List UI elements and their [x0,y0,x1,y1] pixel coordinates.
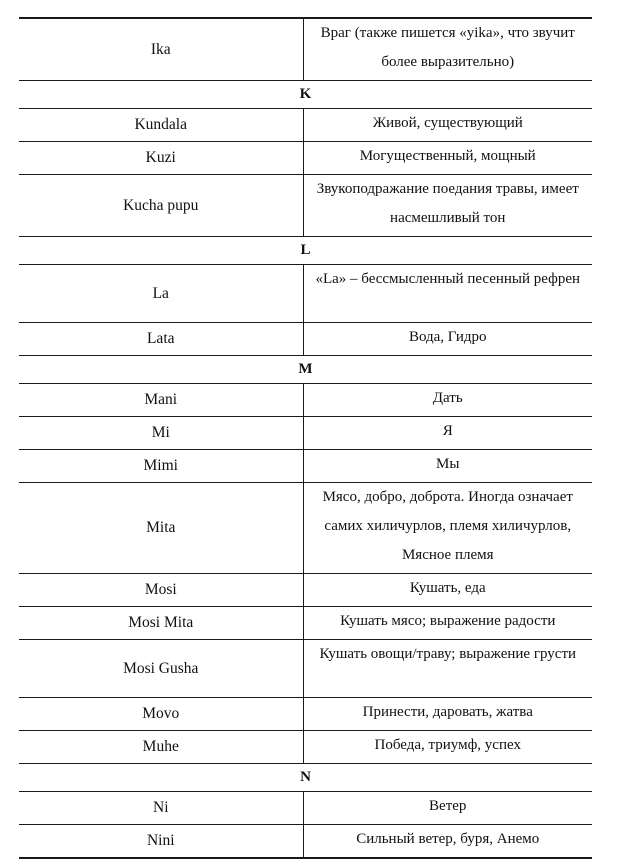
glossary-row [19,640,592,698]
glossary-row [19,483,592,574]
term-cell: La [19,265,303,323]
term-cell: Ni [19,792,303,825]
term-cell: Muhe [19,731,303,764]
meaning-cell: Сильный ветер, буря, Анемо [303,825,592,859]
letter-heading: N [19,764,592,792]
meaning-cell: Победа, триумф, успех [303,731,592,764]
glossary-table [19,17,592,859]
meaning-cell: Звукоподражание поедания травы, имеет насмешливый тон [303,175,592,237]
glossary-row [19,109,592,142]
meaning-cell: Мясо, добро, доброта. Иногда означает самих хиличурлов, племя хиличурлов, Мясное племя [303,483,592,574]
glossary-row [19,323,592,356]
letter-heading: M [19,356,592,384]
glossary-row [19,574,592,607]
letter-heading: L [19,237,592,265]
glossary-row [19,384,592,417]
glossary-row [19,18,592,81]
meaning-cell: Кушать овощи/траву; выражение грусти [303,640,592,698]
glossary-row [19,142,592,175]
letter-section-row [19,764,592,792]
term-cell: Mosi [19,574,303,607]
term-cell: Lata [19,323,303,356]
meaning-cell: Враг (также пишется «yika», что звучит более выразительно) [303,18,592,81]
glossary-row [19,825,592,859]
term-cell: Mosi Mita [19,607,303,640]
letter-section-row [19,237,592,265]
term-cell: Nini [19,825,303,859]
glossary-body [19,18,592,858]
term-cell: Movo [19,698,303,731]
meaning-cell: Дать [303,384,592,417]
glossary-row [19,698,592,731]
glossary-row [19,607,592,640]
letter-section-row [19,81,592,109]
letter-heading: K [19,81,592,109]
term-cell: Kucha pupu [19,175,303,237]
term-cell: Mita [19,483,303,574]
meaning-cell: «La» – бессмысленный песенный рефрен [303,265,592,323]
term-cell: Kundala [19,109,303,142]
meaning-cell: Вода, Гидро [303,323,592,356]
term-cell: Mani [19,384,303,417]
meaning-cell: Ветер [303,792,592,825]
meaning-cell: Я [303,417,592,450]
term-cell: Kuzi [19,142,303,175]
term-cell: Mi [19,417,303,450]
term-cell: Mimi [19,450,303,483]
term-cell: Ika [19,18,303,81]
glossary-row [19,731,592,764]
meaning-cell: Могущественный, мощный [303,142,592,175]
glossary-row [19,417,592,450]
meaning-cell: Живой, существующий [303,109,592,142]
term-cell: Mosi Gusha [19,640,303,698]
meaning-cell: Кушать мясо; выражение радости [303,607,592,640]
glossary-row [19,265,592,323]
glossary-row [19,792,592,825]
meaning-cell: Принести, даровать, жатва [303,698,592,731]
meaning-cell: Кушать, еда [303,574,592,607]
meaning-cell: Мы [303,450,592,483]
glossary-row [19,450,592,483]
glossary-row [19,175,592,237]
letter-section-row [19,356,592,384]
